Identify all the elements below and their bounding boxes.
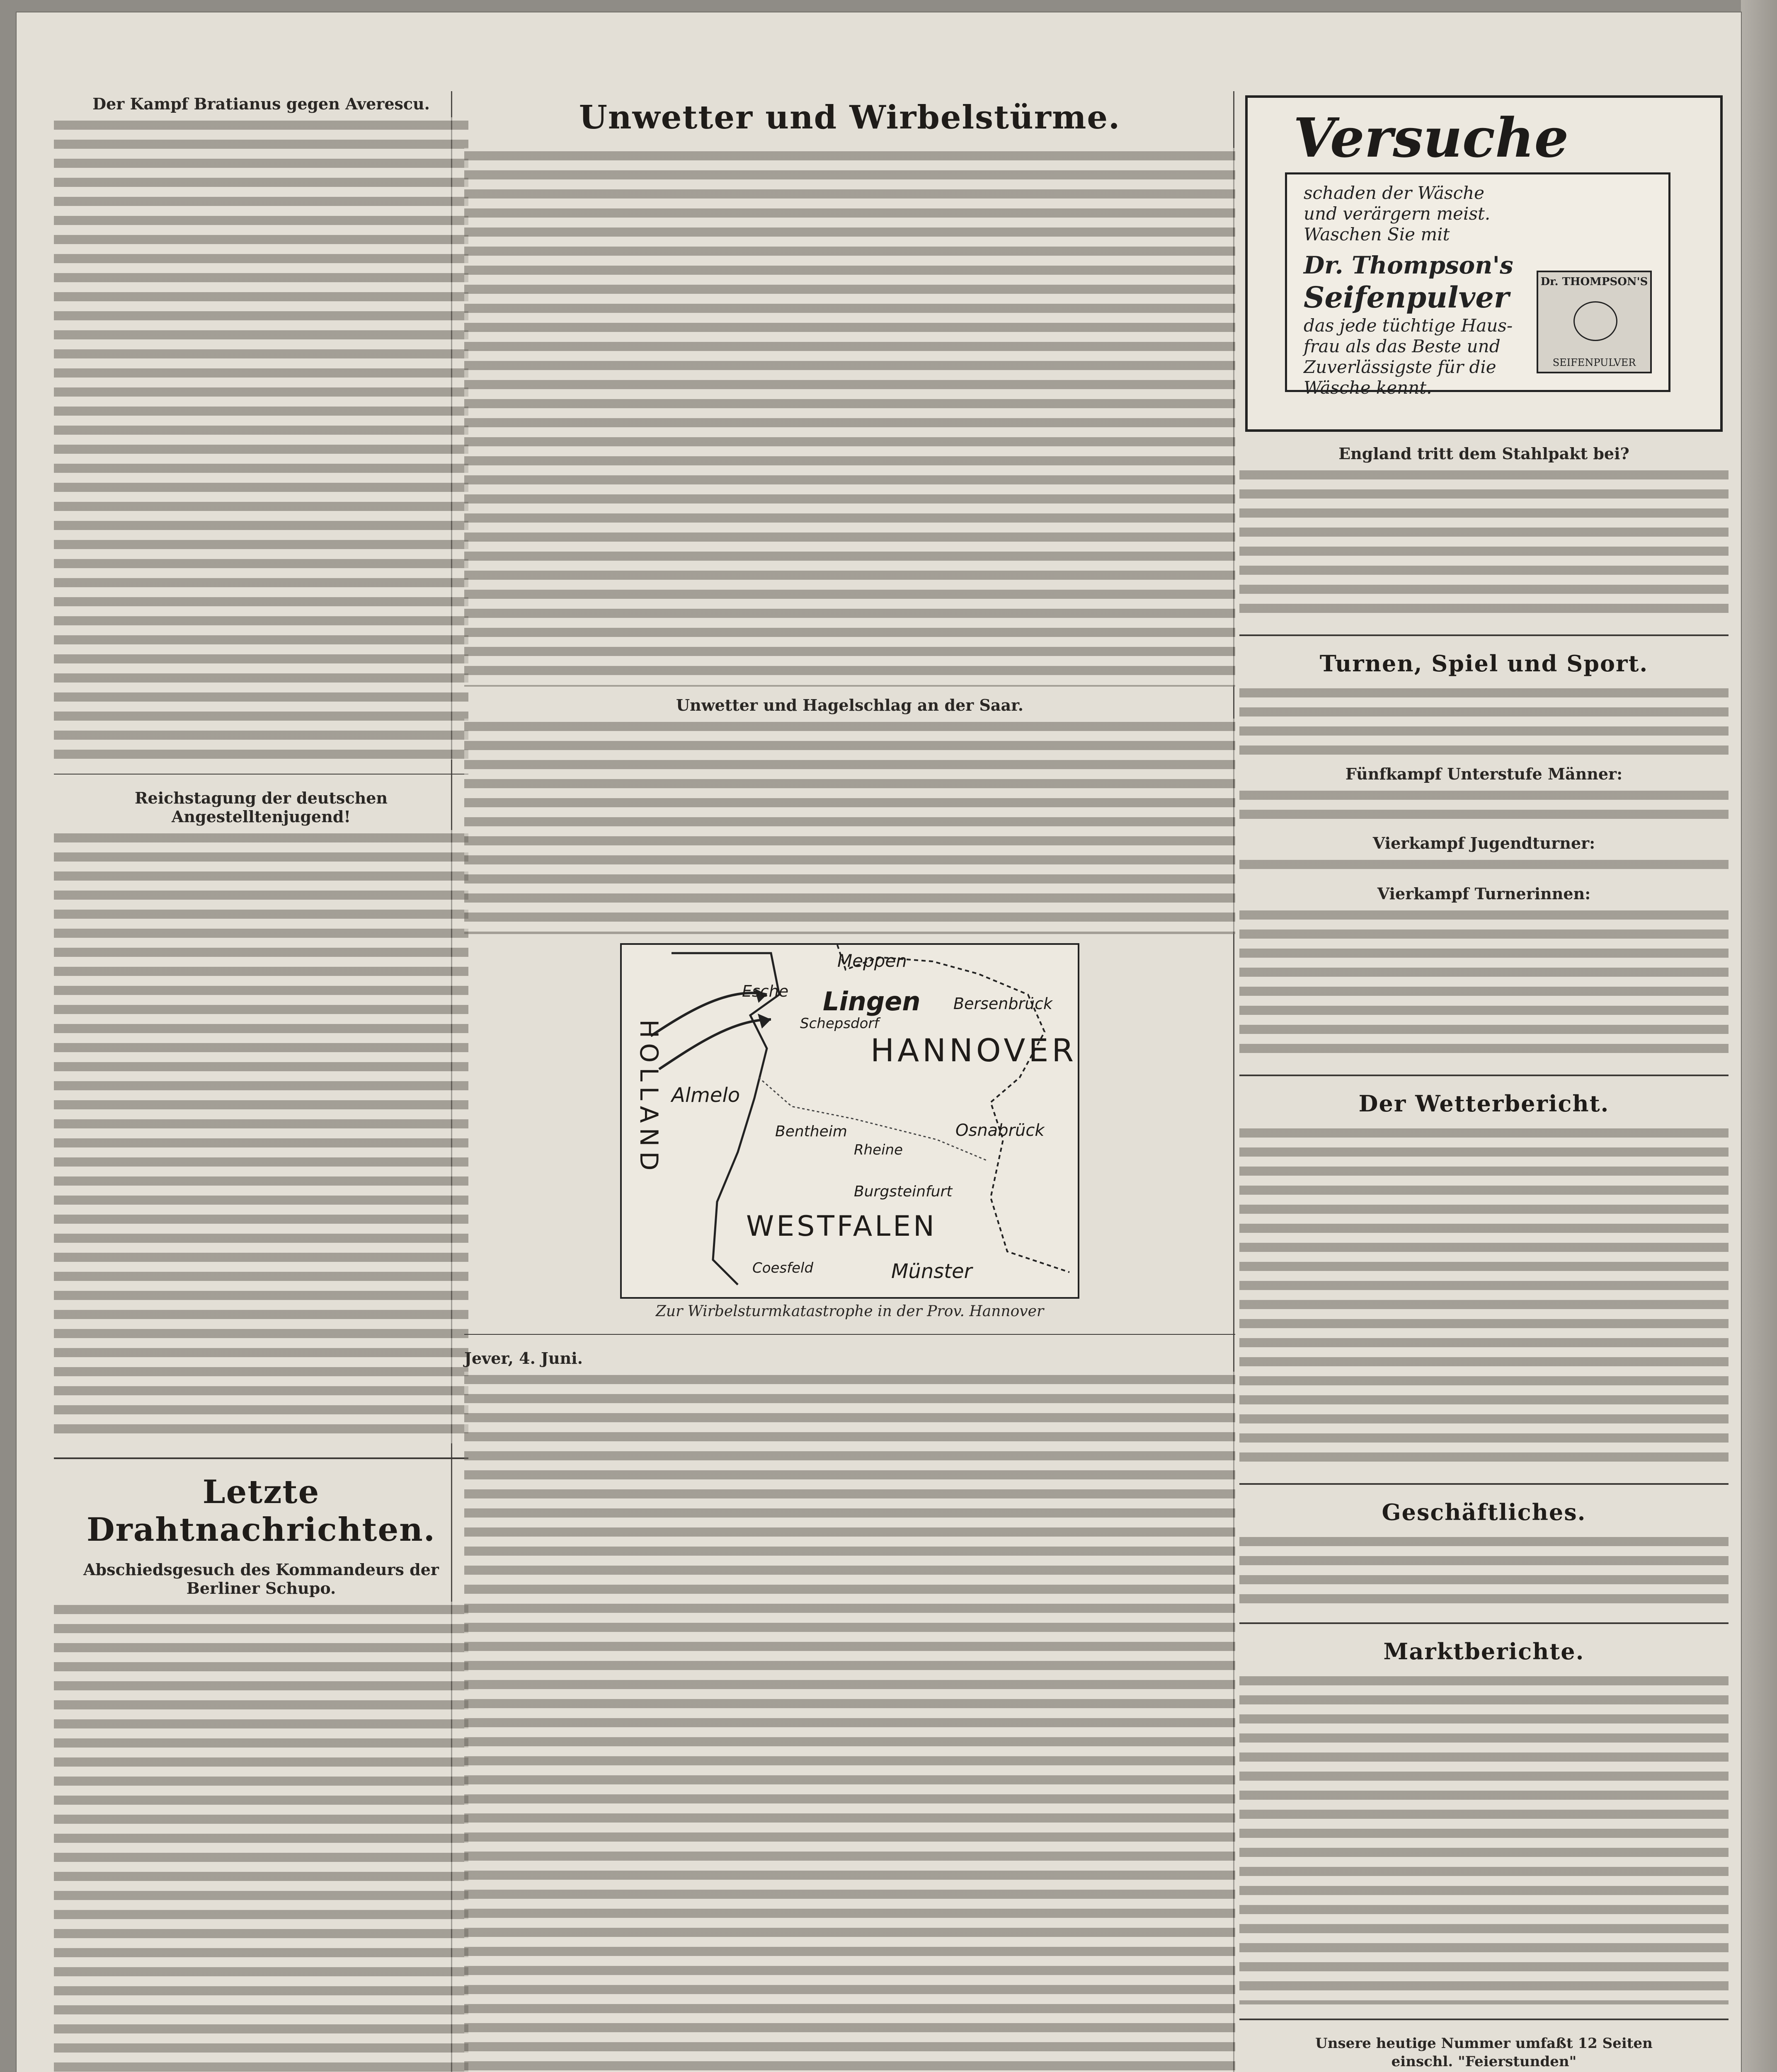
left-text-block-2	[54, 830, 468, 1443]
map-label-bentheim: Bentheim	[775, 1123, 847, 1140]
map-caption: Zur Wirbelsturmkatastrophe in der Prov. Hannover	[655, 1303, 1044, 1320]
map-label-holland: HOLLAND	[634, 1019, 663, 1176]
sports-headline: Turnen, Spiel und Sport.	[1319, 650, 1649, 677]
middle-heading-1: Unwetter und Hagelschlag an der Saar.	[676, 696, 1023, 714]
right-divider-3	[1239, 1483, 1729, 1485]
left-divider-2	[54, 1457, 468, 1459]
middle-heading-2: Jever, 4. Juni.	[464, 1349, 583, 1368]
map-label-bersenbrueck: Bersenbrück	[953, 995, 1053, 1013]
ad-line-4: Dr. Thompson's	[1304, 251, 1513, 279]
map-label-rheine: Rheine	[854, 1142, 903, 1158]
sports-intro-text	[1239, 685, 1729, 755]
right-divider-1	[1239, 634, 1729, 636]
left-heading-2: Reichstagung der deutschen Angestelltenjugend!	[134, 789, 388, 826]
right-column	[1239, 91, 1729, 2072]
market-headline: Marktberichte.	[1383, 1638, 1585, 1665]
sports-heading-3: Vierkampf Turnerinnen:	[1377, 884, 1591, 903]
map-label-hannover: HANNOVER	[870, 1032, 1077, 1069]
weather-report-text	[1239, 1125, 1729, 1469]
left-heading-1: Der Kampf Bratianus gegen Averescu.	[92, 94, 430, 113]
business-headline: Geschäftliches.	[1382, 1499, 1586, 1525]
map-label-almelo: Almelo	[672, 1084, 740, 1107]
right-heading-1: England tritt dem Stahlpakt bei?	[1338, 444, 1629, 463]
swan-icon	[1573, 301, 1617, 341]
ad-line-1: schaden der Wäsche	[1304, 183, 1485, 203]
sports-results-1	[1239, 787, 1729, 825]
right-divider-5	[1239, 2019, 1729, 2020]
left-text-block-3	[54, 1602, 468, 2072]
map-label-meppen: Meppen	[837, 951, 907, 971]
map-label-osnabrueck: Osnabrück	[955, 1121, 1045, 1140]
soap-pack-image	[1537, 271, 1652, 373]
map-label-lingen: Lingen	[823, 986, 921, 1017]
ad-line-7: frau als das Beste und	[1304, 336, 1501, 356]
issue-note	[1239, 2034, 1729, 2072]
ad-line-2: und verärgern meist.	[1304, 203, 1491, 224]
last-news-headline: Letzte Drahtnachrichten.	[87, 1473, 436, 1549]
sports-heading-1: Fünfkampf Unterstufe Männer:	[1345, 765, 1623, 783]
left-heading-3: Abschiedsgesuch des Kommandeurs der Berliner Schupo.	[83, 1560, 439, 1598]
middle-bottom-text-block	[464, 1372, 1235, 2072]
middle-column	[464, 91, 1235, 2072]
newspaper-page	[17, 12, 1741, 2072]
issue-note-line-2: einschl. "Feierstunden"	[1391, 2053, 1577, 2070]
soap-pack-label: Dr. THOMPSON'S	[1540, 276, 1648, 288]
map-label-coesfeld: Coesfeld	[752, 1260, 814, 1276]
ad-line-5: Seifenpulver	[1304, 280, 1509, 315]
middle-divider	[464, 1334, 1235, 1335]
map-label-burgsteinfurt: Burgsteinfurt	[854, 1183, 953, 1200]
business-text	[1239, 1534, 1729, 1608]
weather-report-headline: Der Wetterbericht.	[1358, 1090, 1610, 1117]
ad-box	[1285, 172, 1670, 398]
middle-text-block-2	[464, 719, 1235, 934]
issue-note-line-1: Unsere heutige Nummer umfaßt 12 Seiten	[1315, 2035, 1653, 2052]
ad-line-9: Wäsche kennt.	[1304, 378, 1432, 398]
sports-results-2	[1239, 857, 1729, 875]
map-label-esche: Esche	[742, 982, 789, 1000]
map-label-schepsdorf: Schepsdorf	[800, 1015, 879, 1032]
market-text	[1239, 1673, 1729, 2004]
sports-heading-2: Vierkampf Jugendturner:	[1372, 834, 1595, 852]
ad-title: Versuche	[1293, 106, 1569, 169]
sports-results-3	[1239, 907, 1729, 1060]
left-divider-1	[54, 774, 468, 775]
page-edge	[1741, 0, 1777, 2072]
storm-map	[620, 943, 1079, 1299]
middle-top-text-block	[464, 148, 1235, 687]
soap-pack-foot: SEIFENPULVER	[1552, 357, 1636, 368]
map-label-westfalen: WESTFALEN	[746, 1210, 937, 1243]
right-divider-4	[1239, 1622, 1729, 1624]
left-column	[54, 91, 468, 2072]
map-label-muenster: Münster	[891, 1260, 972, 1283]
right-divider-2	[1239, 1075, 1729, 1076]
ad-line-8: Zuverlässigste für die	[1304, 357, 1496, 377]
left-text-block-1	[54, 117, 468, 760]
soap-advertisement	[1245, 95, 1723, 432]
ad-line-6: das jede tüchtige Haus-	[1304, 315, 1513, 336]
ad-line-3: Waschen Sie mit	[1304, 224, 1450, 244]
right-text-block-1	[1239, 467, 1729, 620]
weather-storm-headline: Unwetter und Wirbelstürme.	[579, 99, 1121, 136]
